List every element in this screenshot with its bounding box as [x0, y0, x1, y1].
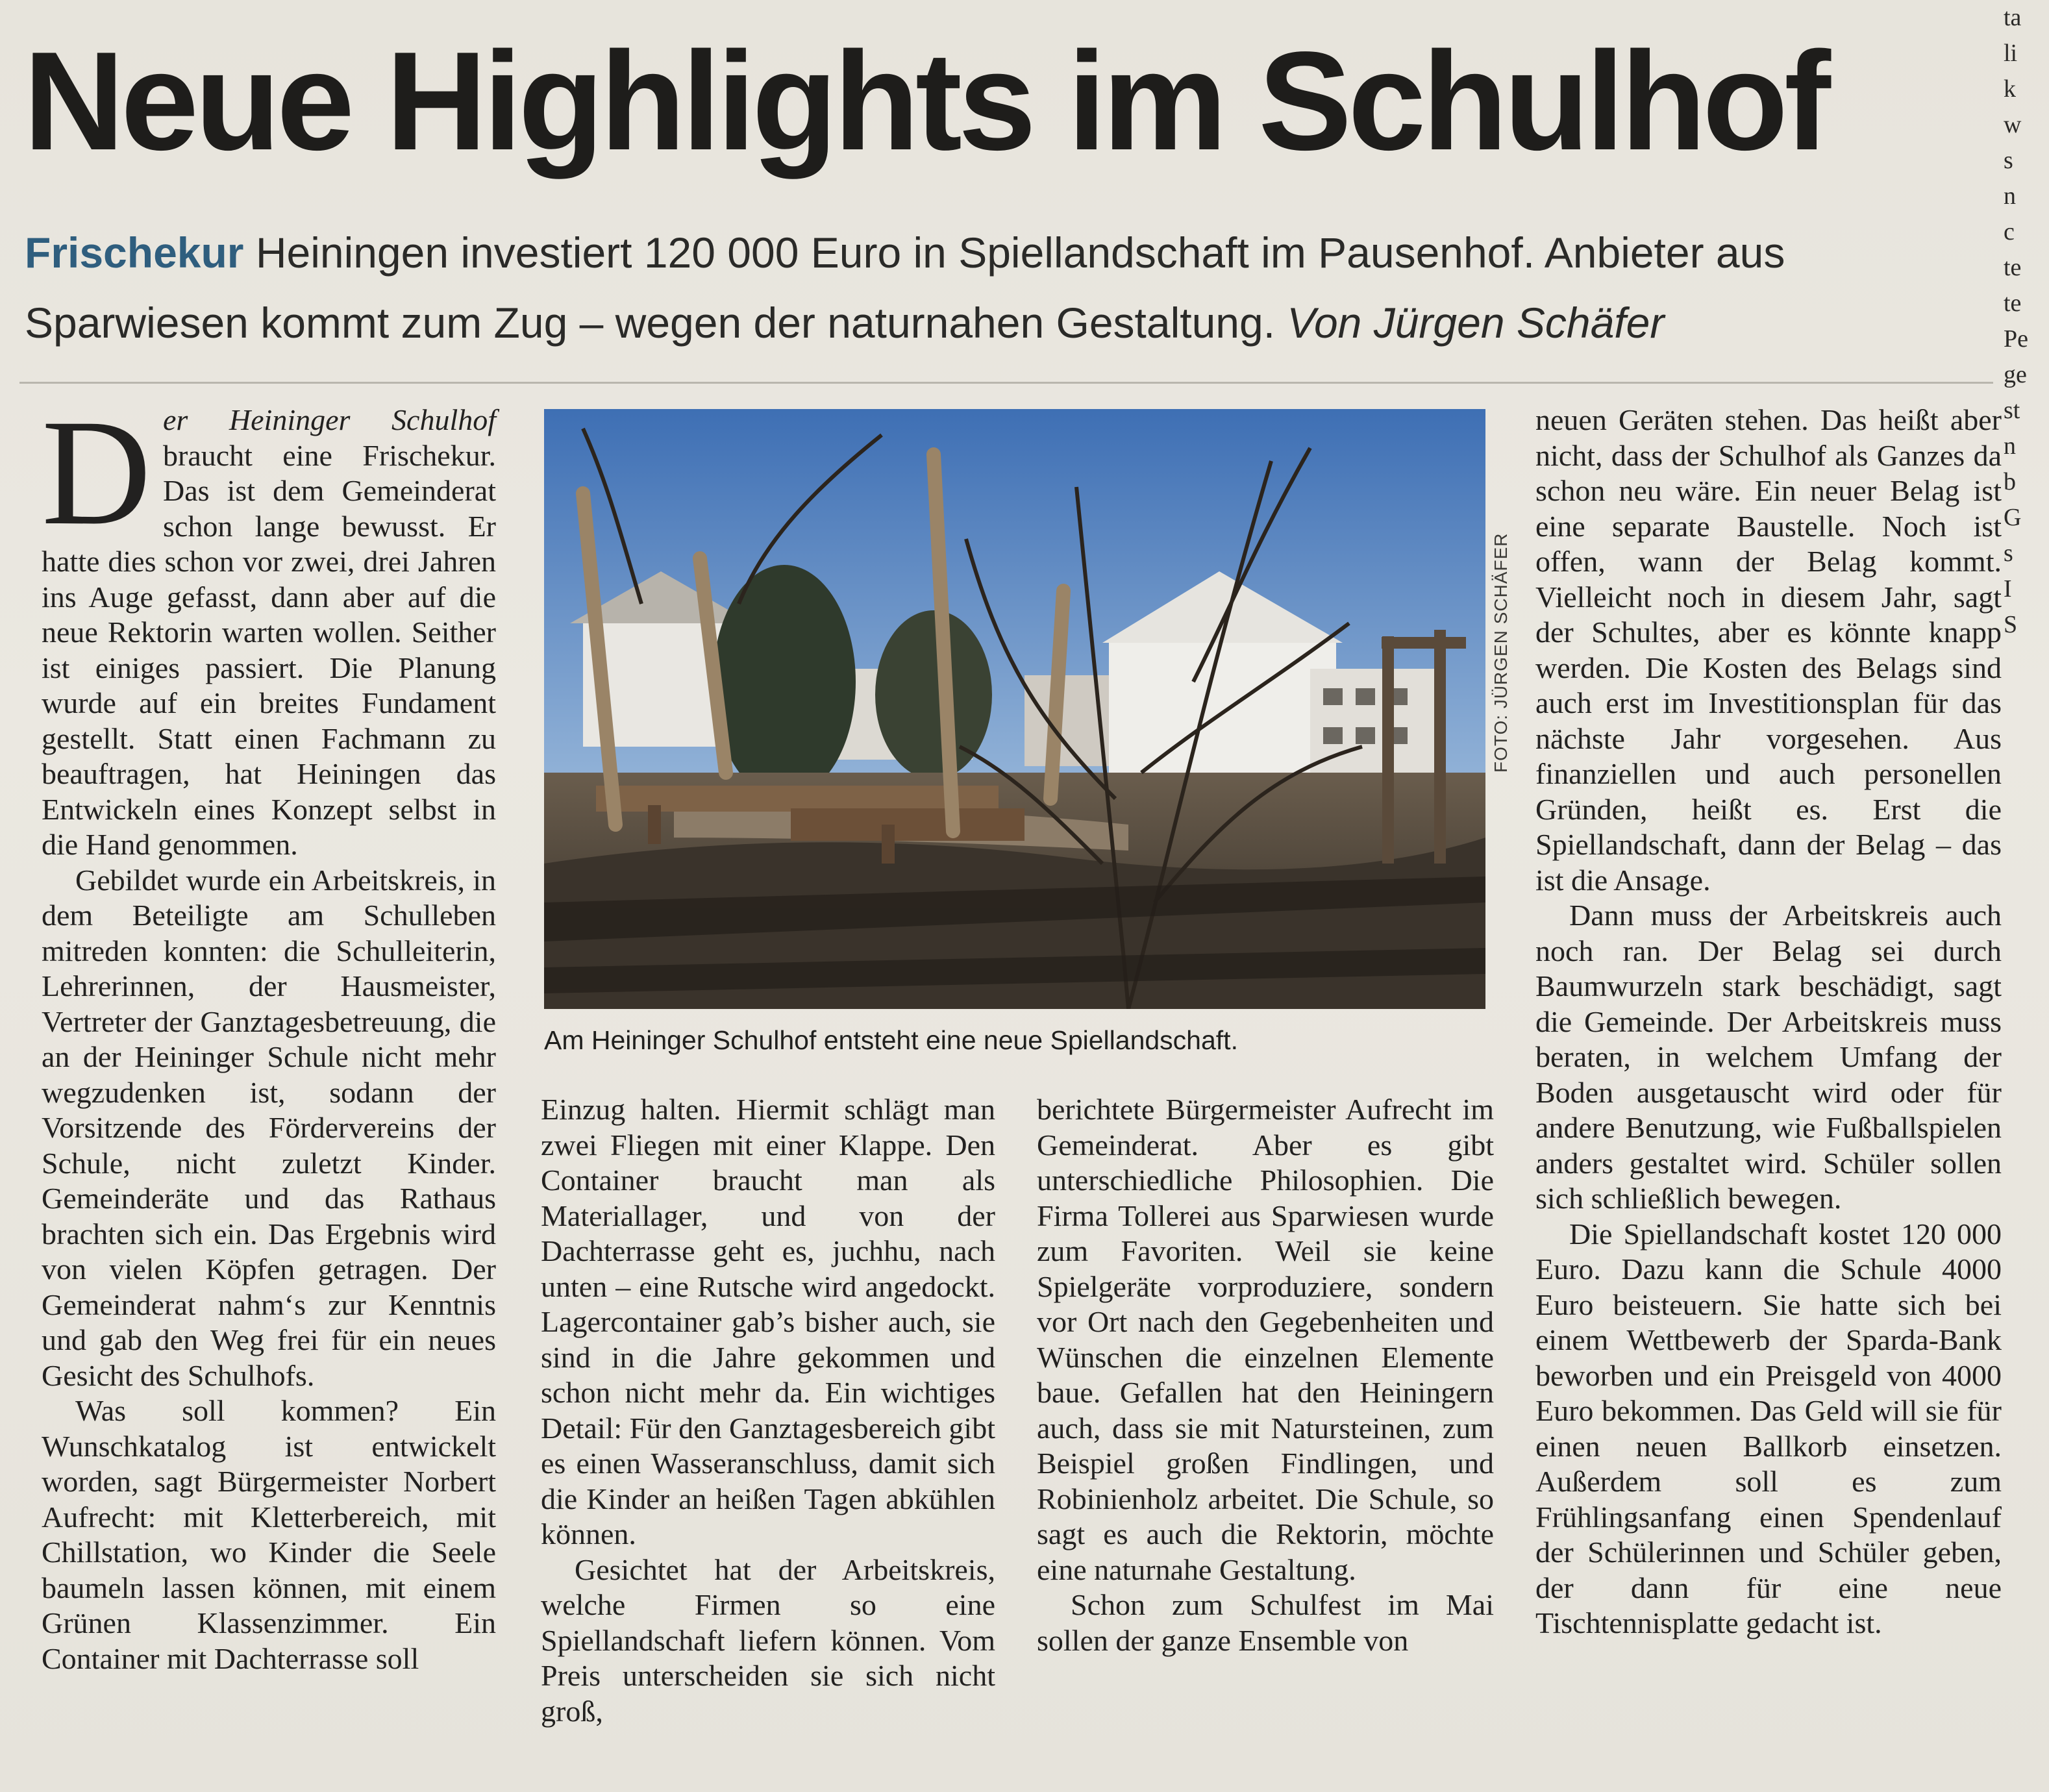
article-paragraph: Gebildet wurde ein Arbeitskreis, in dem Beteiligte am Schulleben mitreden konnten: die Schulleiterin, Lehrerinnen, der Hausmeister, Vertreter der Ganztagesbetreuung, die an der Heininger Schule nicht mehr wegzudenken ist, sodann der Vorsitzende des Fördervereins der Schule, nicht zuletzt Kinder. Gemeinderäte und das Rathaus brachten sich ein. Das Ergebnis wird von vielen Köpfen getragen. Der Gemeinderat nahm‘s zur Kenntnis und gab den Weg frei für ein neues Gesicht des Schulhofs.	[42, 863, 496, 1392]
article-paragraph: Schon zum Schulfest im Mai sollen der ganze Ensemble von	[1037, 1588, 1494, 1657]
photo-credit: FOTO: JÜRGEN SCHÄFER	[1491, 532, 1511, 773]
edge-fragment: st	[2004, 397, 2020, 424]
edge-fragment: I	[2004, 575, 2012, 603]
edge-fragment: ta	[2004, 4, 2022, 31]
deck	[25, 218, 1959, 358]
article-column-4	[1535, 403, 2002, 1641]
edge-fragment: s	[2004, 540, 2013, 567]
edge-fragment: G	[2004, 504, 2022, 531]
dropcap: D	[42, 388, 151, 556]
edge-fragment: te	[2004, 254, 2022, 281]
article-paragraph: Was soll kommen? Ein Wunschkatalog ist entwickelt worden, sagt Bürgermeister Norbert Aufrecht: mit Kletterbereich, mit Chillstation, wo Kinder die Seele baumeln lassen können, mit einem Grünen Klassenzimmer. Ein Container mit Dachterrasse soll	[42, 1394, 496, 1675]
deck-divider	[19, 382, 1993, 384]
article-paragraph: neuen Geräten stehen. Das heißt aber nicht, dass der Schulhof als Ganzes da schon neu wäre. Ein neuer Belag ist eine separate Baustelle. Noch ist offen, wann der Belag kommt. Vielleicht noch in diesem Jahr, sagt der Schultes, aber es könnte knapp werden. Die Kosten des Belags sind auch erst im Investitionsplan für das nächste Jahr vorgesehen. Aus finanziellen und auch personellen Gründen, heißt es. Erst die Spiellandschaft, dann der Belag – das ist die Ansage.	[1535, 403, 2002, 897]
edge-fragment: li	[2004, 40, 2018, 67]
edge-fragment: Pe	[2004, 325, 2028, 353]
edge-fragment: S	[2004, 611, 2018, 638]
paragraph-text: braucht eine Frischekur. Das ist dem Gemeinderat schon lange bewusst. Er hatte dies schon vor zwei, drei Jahren ins Auge gefasst, dann aber auf die neue Rektorin warten wollen. Seither ist einiges passiert. Die Planung wurde auf ein breites Fundament gestellt. Statt einen Fachmann zu beauftragen, hat Heiningen das Entwickeln eines Konzept selbst in die Hand genommen.	[42, 438, 496, 861]
article-column-2	[541, 1092, 995, 1729]
edge-fragment: n	[2004, 182, 2016, 210]
article-column-3	[1037, 1092, 1494, 1658]
article-paragraph: Die Spiellandschaft kostet 120 000 Euro. Dazu kann die Schule 4000 Euro beisteuern. Sie hatte sich bei einem Wettbewerb der Sparda-Bank beworben und ein Preisgeld von 4000 Euro bekommen. Das Geld will sie für einen neuen Ballkorb einsetzen. Außerdem soll es zum Frühlingsanfang einen Spendenlauf der Schülerinnen und Schüler geben, der dann für eine neue Tischtennisplatte gedacht ist.	[1535, 1217, 2002, 1639]
edge-fragment: s	[2004, 147, 2013, 174]
edge-fragment: n	[2004, 432, 2016, 460]
intro-italic: er Heininger Schulhof	[163, 403, 496, 436]
article-paragraph: Einzug halten. Hiermit schlägt man zwei Fliegen mit einer Klappe. Den Container braucht man als Materiallager, und von der Dachterrasse geht es, juchhu, nach unten – eine Rutsche wird angedockt. Lagercontainer gab’s bisher auch, sie sind in die Jahre gekommen und schon nicht mehr da. Ein wichtiges Detail: Für den Ganztagesbereich gibt es einen Wasseranschluss, damit sich die Kinder an heißen Tagen abkühlen können.	[541, 1093, 995, 1550]
article-column-1	[42, 388, 496, 1676]
edge-fragment: k	[2004, 75, 2016, 103]
edge-fragment: te	[2004, 290, 2022, 317]
photo-caption: Am Heininger Schulhof entsteht eine neue Spiellandschaft.	[544, 1025, 1238, 1055]
deck-kicker: Frischekur	[25, 229, 244, 277]
article-paragraph	[42, 388, 496, 863]
article-paragraph: Gesichtet hat der Arbeitskreis, welche Firmen so eine Spiellandschaft liefern können. Vom Preis unterscheiden sie sich nicht groß,	[541, 1552, 995, 1728]
photo-schoolyard-icon	[544, 409, 1485, 1009]
article-paragraph: Dann muss der Arbeitskreis auch noch ran. Der Belag sei durch Baumwurzeln stark beschädigt, sagt die Gemeinde. Der Arbeitskreis muss beraten, in welchem Umfang der Boden ausgetauscht wird oder für andere Benutzung, wie Fußballspielen anders gestaltet wird. Schüler sollen sich schließlich bewegen.	[1535, 899, 2002, 1215]
edge-fragment: b	[2004, 468, 2016, 495]
headline: Neue Highlights im Schulhof	[23, 22, 1828, 179]
edge-fragment: c	[2004, 218, 2015, 245]
adjacent-article-fragments	[2004, 0, 2049, 1792]
deck-author: Von Jürgen Schäfer	[1287, 299, 1665, 347]
article-photo	[544, 409, 1485, 1009]
edge-fragment: w	[2004, 111, 2022, 138]
edge-fragment: ge	[2004, 361, 2027, 388]
article-paragraph: berichtete Bürgermeister Aufrecht im Gemeinderat. Aber es gibt unterschiedliche Philosophien. Die Firma Tollerei aus Sparwiesen wurde zum Favoriten. Weil sie keine Spielgeräte vorproduziere, sondern vor Ort nach den Gegebenheiten und Wünschen die einzelnen Elemente baue. Gefallen hat den Heiningern auch, dass sie mit Natursteinen, zum Beispiel großen Findlingen, und Robinienholz arbeitet. Die Schule, so sagt es auch die Rektorin, möchte eine naturnahe Gestaltung.	[1037, 1093, 1494, 1586]
deck-text: Heiningen investiert 120 000 Euro in Spiellandschaft im Pausenhof. Anbieter aus Sparwiesen kommt zum Zug – wegen der naturnahen Gestaltung.	[25, 229, 1785, 347]
